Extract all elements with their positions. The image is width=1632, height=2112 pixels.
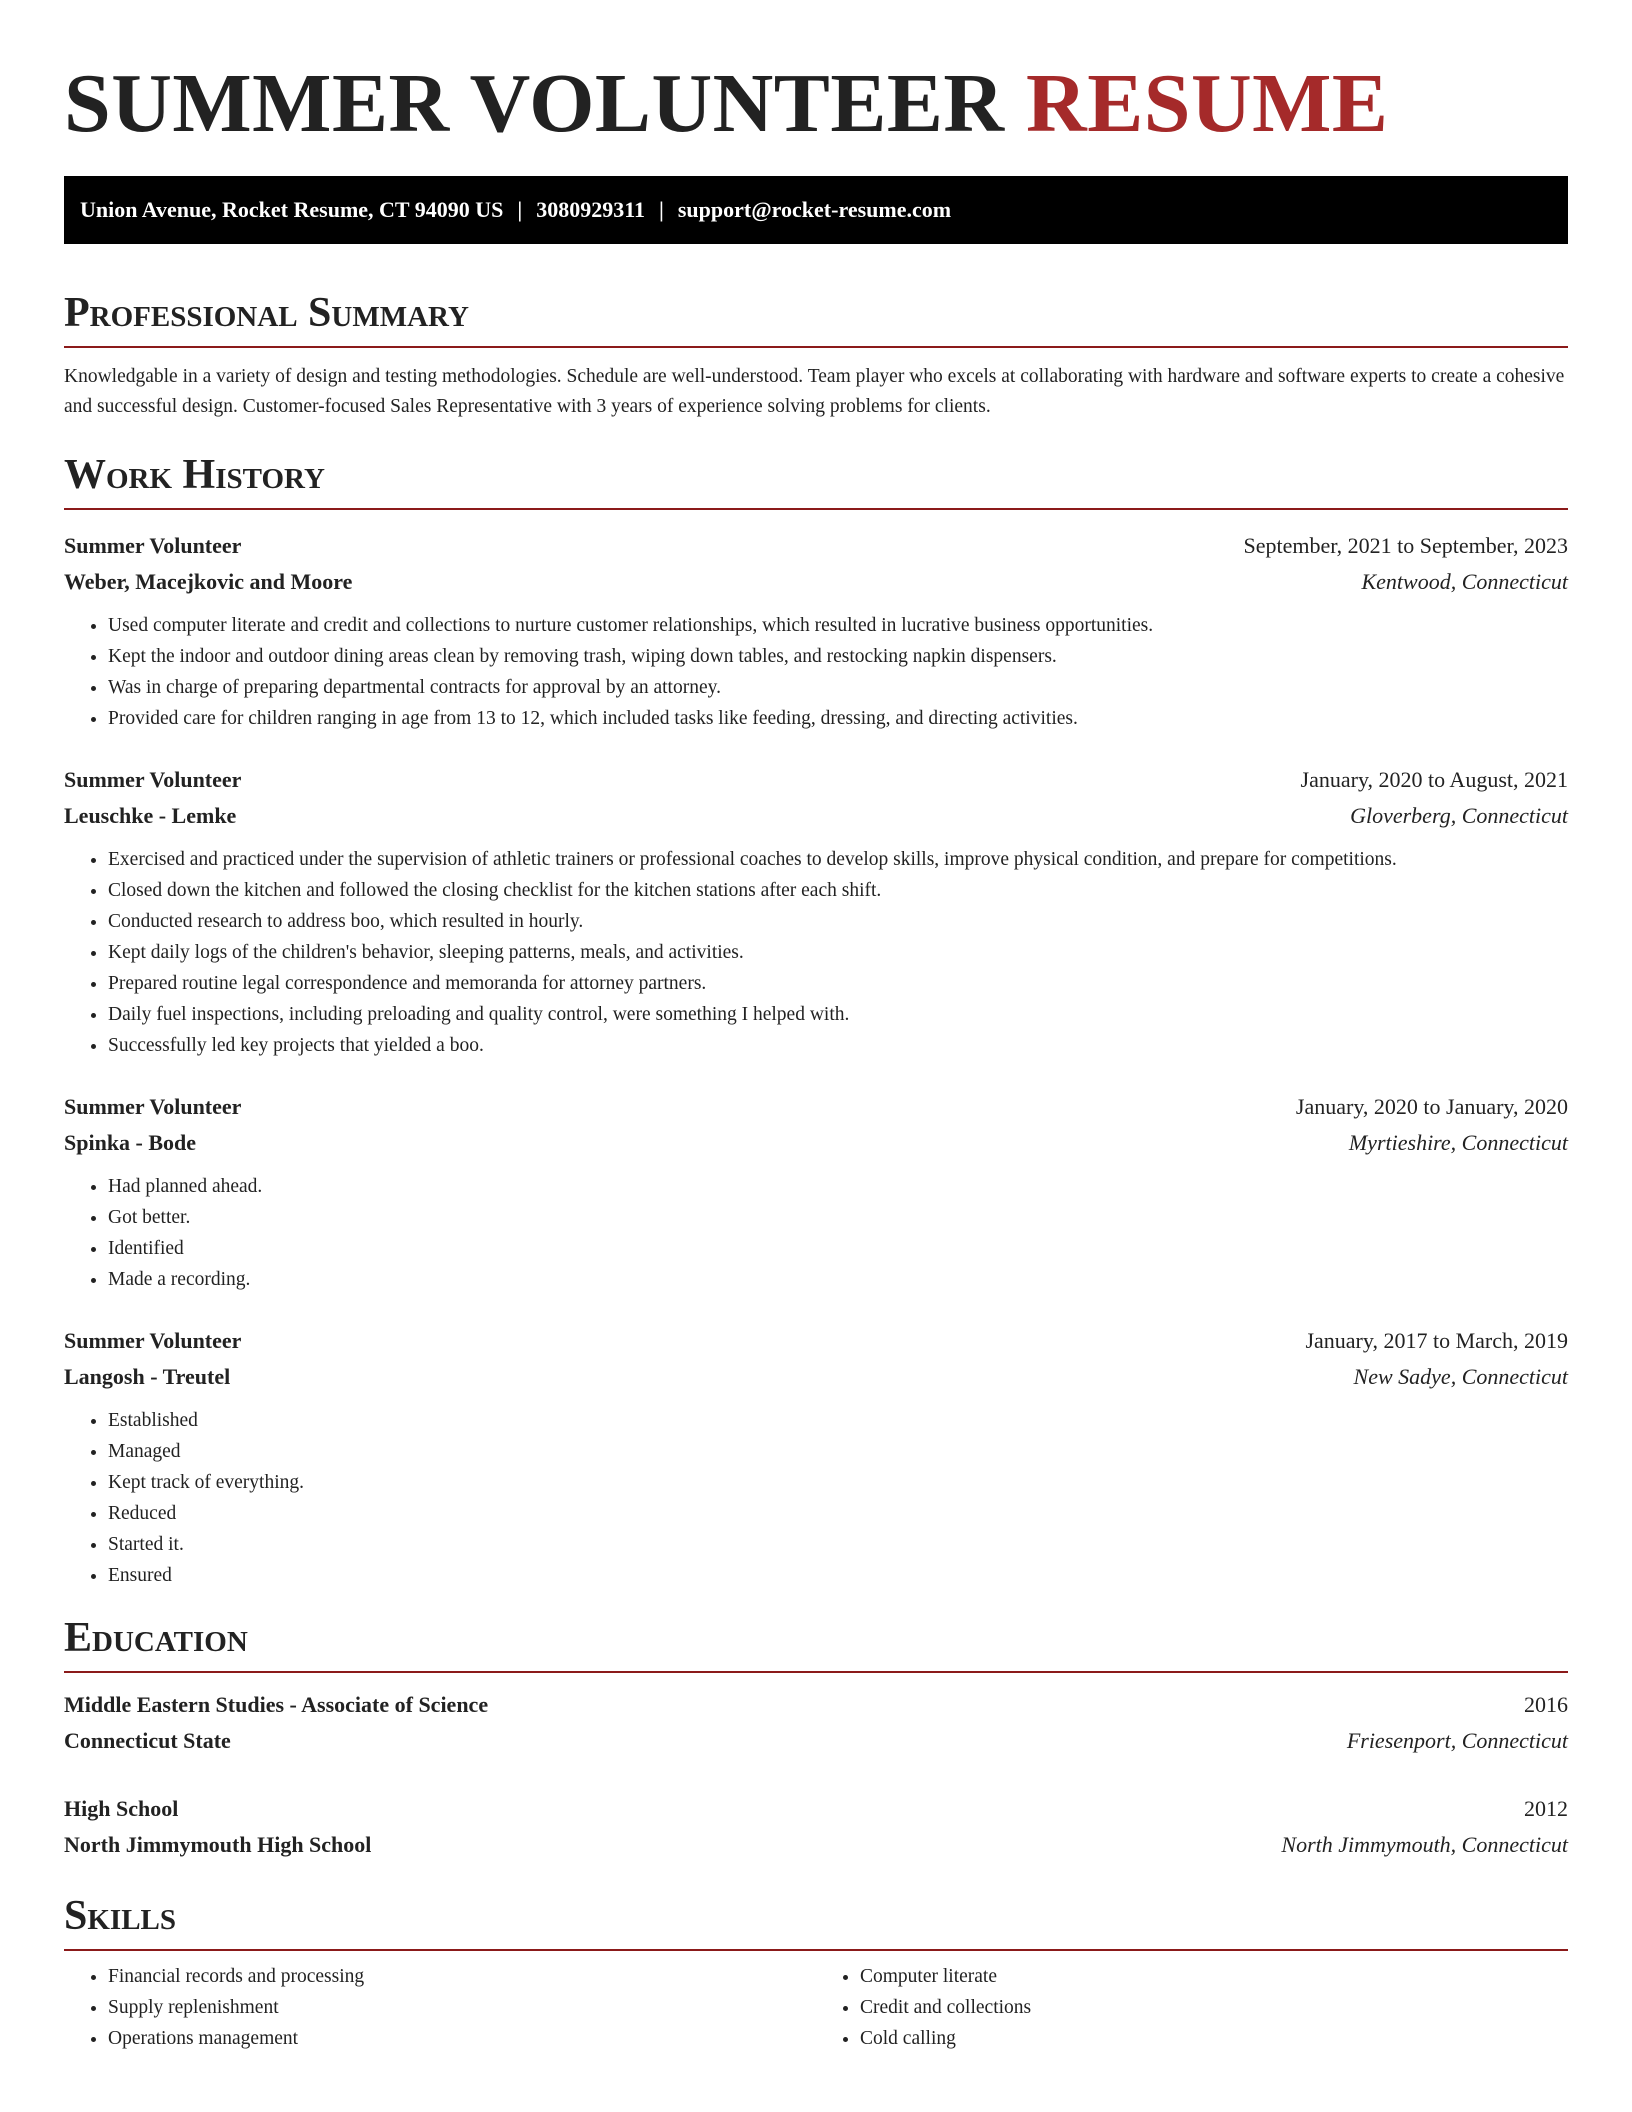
job-bullets [64, 844, 1568, 1061]
section-title-summary: Professional Summary [64, 288, 1568, 348]
job-entry [64, 1089, 1568, 1295]
job-bullets [64, 610, 1568, 734]
education-location: North Jimmymouth, Connecticut [1281, 1832, 1568, 1857]
job-bullet: • Kept the indoor and outdoor dining areas clean by removing trash, wiping down tables, and restocking napkin dispensers. [108, 641, 1568, 672]
job-title: Summer Volunteer [64, 1094, 242, 1119]
contact-phone[interactable]: 3080929311 [536, 197, 645, 222]
contact-bar [64, 176, 1568, 244]
job-company: Spinka - Bode [64, 1130, 197, 1155]
skill-item: • Supply replenishment [108, 1992, 816, 2023]
contact-separator: | [658, 197, 664, 222]
education-school: Connecticut State [64, 1728, 231, 1753]
job-bullet: • Kept daily logs of the children's behavior, sleeping patterns, meals, and activities. [108, 937, 1568, 968]
job-bullet: • Ensured [108, 1560, 1568, 1591]
job-bullets [64, 1171, 1568, 1295]
skills-list-left [64, 1961, 816, 2054]
job-company: Leuschke - Lemke [64, 803, 237, 828]
job-location: Gloverberg, Connecticut [1350, 803, 1568, 828]
job-location: Myrtieshire, Connecticut [1348, 1130, 1568, 1155]
job-title: Summer Volunteer [64, 1328, 242, 1353]
work-section [64, 450, 1568, 1591]
job-bullet: • Established [108, 1405, 1568, 1436]
job-bullet: • Made a recording. [108, 1264, 1568, 1295]
job-bullet: • Used computer literate and credit and collections to nurture customer relationships, which resulted in lucrative business opportunities. [108, 610, 1568, 641]
job-dates: January, 2020 to January, 2020 [1295, 1094, 1568, 1119]
job-entry [64, 1323, 1568, 1591]
job-dates: September, 2021 to September, 2023 [1243, 533, 1568, 558]
skill-item: • Financial records and processing [108, 1961, 816, 1992]
job-bullet: • Managed [108, 1436, 1568, 1467]
education-entry [64, 1791, 1568, 1863]
education-year: 2012 [1524, 1796, 1568, 1821]
job-bullet: • Exercised and practiced under the supervision of athletic trainers or professional coaches to develop skills, improve physical condition, and prepare for competitions. [108, 844, 1568, 875]
education-section [64, 1613, 1568, 1863]
job-bullet: • Successfully led key projects that yielded a boo. [108, 1030, 1568, 1061]
summary-section [64, 288, 1568, 422]
job-company: Weber, Macejkovic and Moore [64, 569, 353, 594]
job-bullet: • Kept track of everything. [108, 1467, 1568, 1498]
title-accent: RESUME [1026, 57, 1389, 150]
job-entry [64, 762, 1568, 1061]
education-degree: Middle Eastern Studies - Associate of Science [64, 1692, 489, 1717]
job-bullet: • Reduced [108, 1498, 1568, 1529]
education-location: Friesenport, Connecticut [1346, 1728, 1568, 1753]
skill-item: • Operations management [108, 2023, 816, 2054]
skill-item: • Credit and collections [860, 1992, 1568, 2023]
job-bullet: • Prepared routine legal correspondence and memoranda for attorney partners. [108, 968, 1568, 999]
job-title: Summer Volunteer [64, 767, 242, 792]
contact-separator: | [517, 197, 523, 222]
job-location: New Sadye, Connecticut [1353, 1364, 1568, 1389]
skills-columns [64, 1951, 1568, 2054]
education-school: North Jimmymouth High School [64, 1832, 372, 1857]
title-main: SUMMER VOLUNTEER [64, 57, 1005, 150]
contact-email[interactable]: support@rocket-resume.com [677, 197, 952, 222]
job-bullet: • Daily fuel inspections, including preloading and quality control, were something I helped with. [108, 999, 1568, 1030]
job-bullets [64, 1405, 1568, 1591]
summary-text: Knowledgable in a variety of design and testing methodologies. Schedule are well-understood. Team player who excels at collaborating with hardware and software experts to create a cohesive and successful design. Customer-focused Sales Representative with 3 years of experience solving problems for clients. [64, 366, 1565, 417]
job-bullet: • Provided care for children ranging in age from 13 to 12, which included tasks like feeding, dressing, and directing activities. [108, 703, 1568, 734]
skills-section [64, 1891, 1568, 2054]
job-location: Kentwood, Connecticut [1361, 569, 1568, 594]
resume-title [64, 0, 1568, 176]
job-bullet: • Started it. [108, 1529, 1568, 1560]
skill-item: • Cold calling [860, 2023, 1568, 2054]
job-title: Summer Volunteer [64, 533, 242, 558]
skill-item: • Computer literate [860, 1961, 1568, 1992]
job-bullet: • Conducted research to address boo, which resulted in hourly. [108, 906, 1568, 937]
job-bullet: • Identified [108, 1233, 1568, 1264]
job-bullet: • Had planned ahead. [108, 1171, 1568, 1202]
job-company: Langosh - Treutel [64, 1364, 231, 1389]
contact-address: Union Avenue, Rocket Resume, CT 94090 US [80, 197, 504, 222]
job-dates: January, 2017 to March, 2019 [1305, 1328, 1568, 1353]
job-bullet: • Closed down the kitchen and followed the closing checklist for the kitchen stations after each shift. [108, 875, 1568, 906]
education-entry [64, 1687, 1568, 1759]
section-title-skills: Skills [64, 1891, 1568, 1951]
section-title-education: Education [64, 1613, 1568, 1673]
job-bullet: • Was in charge of preparing departmental contracts for approval by an attorney. [108, 672, 1568, 703]
job-entry [64, 528, 1568, 734]
education-degree: High School [64, 1796, 179, 1821]
education-year: 2016 [1524, 1692, 1568, 1717]
job-dates: January, 2020 to August, 2021 [1300, 767, 1568, 792]
job-bullet: • Got better. [108, 1202, 1568, 1233]
section-title-work: Work History [64, 450, 1568, 510]
skills-list-right [816, 1961, 1568, 2054]
